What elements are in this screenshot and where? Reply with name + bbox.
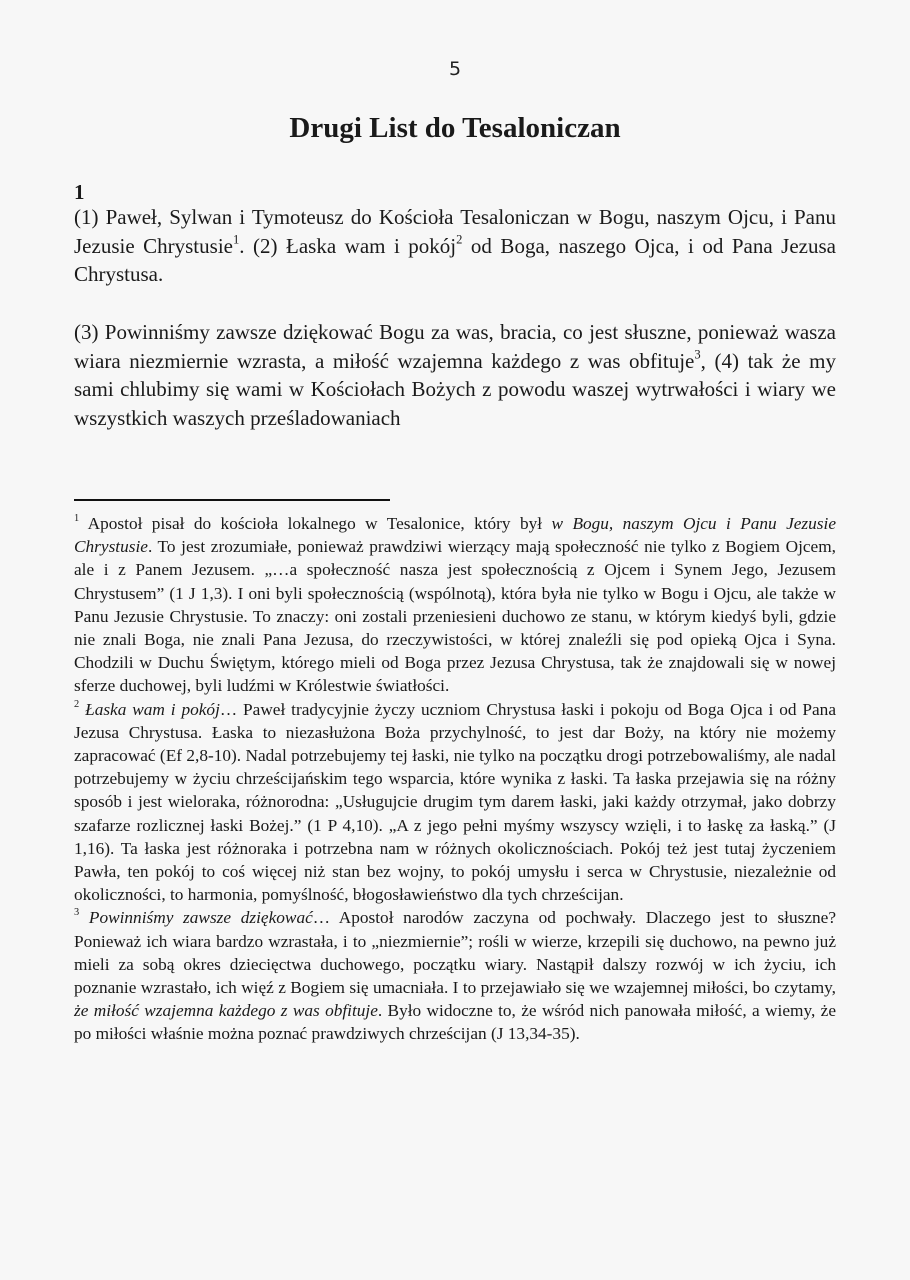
footnote-ref: 3: [694, 347, 701, 362]
footnotes: [74, 512, 836, 1046]
footnote-number: 2: [74, 698, 80, 710]
footnote-ref: 1: [232, 232, 240, 247]
main-paragraph-2: (3) Powinniśmy zawsze dziękować Bogu za was, bracia, co jest słuszne, ponieważ wasza wiara niezmiernie wzrasta, a miłość wzajemna każdego z was obfituje$^3$, (4) tak że my sami chlubimy się wami w Kościołach Bożych z powodu waszej wytrwałości i wiary we wszystkich waszych prześladowaniach: [74, 320, 837, 430]
footnote-2: $^2$ Łaska wam i pokój… Paweł tradycyjnie życzy uczniom Chrystusa łaski i pokoju od Boga Ojca i od Pana Jezusa Chrystusa. Łaska to niezasłużona Boża przychylność, to jest dar Boży, na który nie możemy zapracować (Ef 2,8-10). Nadal potrzebujemy tej łaski, nie tylko na początku drogi potrzebowaliśmy, ale nadal potrzebujemy w życiu chrześcijańskim tego wsparcia, które wynika z łaski. Ta łaska przejawia się na różny sposób i jest wieloraka, różnorodna: „Usługujcie drugim tym darem łaski, jaki każdy otrzymał, jako dobrzy szafarze rozlicznej łaski Bożej.” (1 P 4,10). „A z jego pełni myśmy wszyscy wzięli, i to łaskę za łaską.” (J 1,16). Ta łaska jest różnoraka i potrzebna nam w różnych okolicznościach. Pokój też jest tutaj życzeniem Pawła, ten pokój to coś więcej niż stan bez wojny, to pokój umysłu i serca w Chrystusie, niezależnie od okoliczności, to harmonia, pomyślność, błogosławieństwo dla tych chrześcijan.: [74, 698, 836, 905]
footnote-number: 3: [74, 907, 80, 919]
main-paragraph-1: (1) Paweł, Sylwan i Tymoteusz do Kościoła Tesaloniczan w Bogu, naszym Ojcu, i Panu Jezusie Chrystusie$^1$. (2) Łaska wam i pokój$^2$ od Boga, naszego Ojca, i od Pana Jezusa Chrystusa.: [74, 205, 836, 286]
footnote-ref: 2: [456, 232, 463, 247]
page-number: 5: [448, 58, 462, 80]
chapter-number: 1: [74, 180, 85, 204]
footnote-3: $^3$ Powinniśmy zawsze dziękować… Apostoł narodów zaczyna od pochwały. Dlaczego jest to słuszne? Ponieważ ich wiara bardzo wzrastała, i to „niezmiernie”; rośli w wierze, krzepili się duchowo, na pewno już mieli za sobą okres dziecięctwa duchowego, początku wiary. Nastąpił dalszy rozwój w ich życiu, ich poznanie wzrastało, ich więź z Bogiem się umacniała. I to przejawiało się we wzajemnej miłości, bo czytamy, że miłość wzajemna każdego z was obfituje. Było widoczne to, że wśród nich panowała miłość, a wiemy, że po miłości właśnie można poznać prawdziwych chrześcijan (J 13,34-35).: [74, 907, 836, 1044]
footnote-separator: [74, 499, 390, 501]
footnote-1: $^1$ Apostoł pisał do kościoła lokalnego w Tesalonice, który był w Bogu, naszym Ojcu i Panu Jezusie Chrystusie. To jest zrozumiałe, ponieważ prawdziwi wierzący mają społeczność nie tylko z Bogiem Ojcem, ale i z Panem Jezusem. „…a społeczność nasza jest społecznością z Ojcem i Synem Jego, Jezusem Chrystusem” (1 J 1,3). I oni byli społecznością (wspólnotą), która była nie tylko w Bogu i Ojcu, ale także w Panu Jezusie Chrystusie. To znaczy: oni zostali przeniesieni duchowo ze stanu, w którym kiedyś byli, gdzie nie znali Boga, nie znali Pana Jezusa, do rzeczywistości, w której znaleźli się pod opieką Ojca i Syna. Chodzili w Duchu Świętym, którego mieli od Boga przez Jezusa Chrystusa, tak że znajdowali się w nowej sferze duchowej, byli ludźmi w Królestwie światłości.: [74, 513, 836, 696]
footnote-number: 1: [74, 513, 80, 525]
page-title: Drugi List do Tesaloniczan: [289, 112, 621, 144]
